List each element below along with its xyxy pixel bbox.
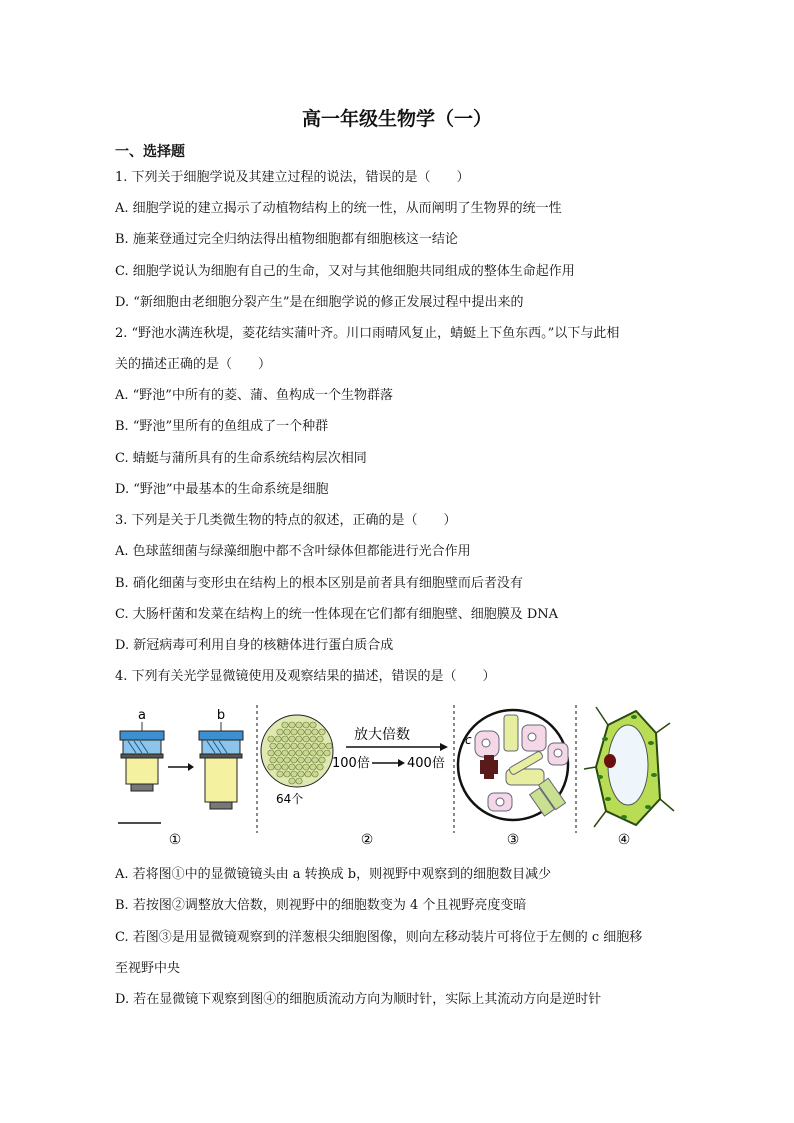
cell-dot	[284, 771, 290, 777]
panel1-label: ①	[168, 832, 182, 848]
q2-option-b: B. “野池”里所有的鱼组成了一个种群	[115, 419, 329, 434]
cell-dot	[303, 764, 309, 770]
panel4-plant-cell	[584, 707, 674, 848]
q3-stem: 3. 下列是关于几类微生物的特点的叙述，正确的是（ ）	[115, 513, 457, 528]
cell-dot	[303, 722, 309, 728]
q2-option-d: D. “野池”中最基本的生命系统是细胞	[115, 482, 329, 497]
label-b: b	[216, 708, 226, 723]
cell-dot	[326, 743, 332, 749]
label-a: a	[138, 708, 146, 723]
cell-dot	[289, 750, 295, 756]
count-64: 64个	[276, 792, 304, 806]
cell-dot	[298, 771, 304, 777]
q3-option-c: C. 大肠杆菌和发菜在结构上的统一性体现在它们都有细胞壁、细胞膜及 DNA	[115, 607, 559, 622]
panel2-label: ②	[360, 832, 374, 848]
panel3-label: ③	[506, 832, 520, 848]
cell-dot	[291, 743, 297, 749]
q4-stem: 4. 下列有关光学显微镜使用及观察结果的描述，错误的是（ ）	[115, 669, 496, 684]
cell-dot	[284, 757, 290, 763]
cell-dot	[305, 757, 311, 763]
cell-dot	[305, 729, 311, 735]
cell-dot	[289, 764, 295, 770]
q3-option-b: B. 硝化细菌与变形虫在结构上的根本区别是前者具有细胞壁而后者没有	[115, 576, 523, 591]
cell-dot	[312, 771, 318, 777]
q2-stem-line2: 关的描述正确的是（ ）	[115, 357, 272, 372]
q4-option-d: D. 若在显微镜下观察到图④的细胞质流动方向为顺时针，实际上其流动方向是逆时针	[115, 992, 602, 1007]
cell-dot	[324, 750, 330, 756]
mag-from: 100倍	[332, 756, 370, 771]
cell-dot	[310, 764, 316, 770]
cell-dot	[277, 757, 283, 763]
cell-dot	[282, 736, 288, 742]
cell-dot	[310, 750, 316, 756]
cell-dot	[319, 729, 325, 735]
cell-dot	[312, 757, 318, 763]
q1-option-b: B. 施莱登通过完全归纳法得出植物细胞都有细胞核这一结论	[115, 232, 458, 247]
q2-option-a: A. “野池”中所有的菱、蒲、鱼构成一个生物群落	[115, 388, 393, 403]
q1-option-c: C. 细胞学说认为细胞有自己的生命，又对与其他细胞共同组成的整体生命起作用	[115, 264, 575, 279]
cell-dot	[298, 757, 304, 763]
q4-option-a: A. 若将图①中的显微镜镜头由 a 转换成 b，则视野中观察到的细胞数目减少	[115, 867, 552, 882]
cell-dot	[268, 750, 274, 756]
cell-dot	[305, 771, 311, 777]
cell-dot	[291, 771, 297, 777]
cell-dot	[268, 736, 274, 742]
section-heading: 一、选择题	[115, 144, 185, 160]
cell-dot	[312, 743, 318, 749]
cell-dot	[270, 757, 276, 763]
cell-dot	[282, 750, 288, 756]
cell-dot	[289, 778, 295, 784]
cell-dot	[303, 750, 309, 756]
panel2-magnification	[261, 715, 448, 848]
q4-option-b: B. 若按图②调整放大倍数，则视野中的细胞数变为 4 个且视野亮度变暗	[115, 898, 527, 913]
cell-dot	[296, 750, 302, 756]
cell-dot	[310, 722, 316, 728]
cell-dot	[284, 729, 290, 735]
cell-dot	[289, 722, 295, 728]
cell-dot	[310, 736, 316, 742]
cell-dot	[275, 750, 281, 756]
cell-dot	[312, 729, 318, 735]
cell-dot	[296, 736, 302, 742]
panel4-label: ④	[617, 832, 631, 848]
cell-dot	[268, 764, 274, 770]
cell-dot	[291, 729, 297, 735]
cell-dot	[298, 743, 304, 749]
q2-stem-line1: 2. “野池水满连秋堤，菱花结实蒲叶齐。川口雨晴风复止，蜻蜓上下鱼东西。”以下与此相	[115, 326, 620, 341]
microscope-figure	[108, 703, 680, 849]
cell-dot	[277, 743, 283, 749]
mag-to: 400倍	[407, 756, 445, 771]
cell-dot	[289, 736, 295, 742]
cell-dot	[296, 764, 302, 770]
cell-dot	[277, 771, 283, 777]
cell-dot	[317, 750, 323, 756]
cell-dot	[317, 736, 323, 742]
cell-dot	[270, 743, 276, 749]
cell-dot	[298, 729, 304, 735]
cell-dot	[275, 764, 281, 770]
mag-title: 放大倍数	[354, 727, 410, 743]
cell-dot	[317, 764, 323, 770]
cell-dot	[296, 778, 302, 784]
cell-dot	[319, 757, 325, 763]
panel1-objectives	[118, 708, 243, 848]
q4-option-c-line2: 至视野中央	[115, 961, 181, 976]
q3-option-a: A. 色球蓝细菌与绿藻细胞中都不含叶绿体但都能进行光合作用	[115, 544, 471, 559]
label-c: c	[465, 733, 472, 747]
cell-dot	[303, 736, 309, 742]
q1-stem: 1. 下列关于细胞学说及其建立过程的说法，错误的是（ ）	[115, 170, 470, 185]
page-title: 高一年级生物学（一）	[301, 108, 492, 130]
q4-option-c-line1: C. 若图③是用显微镜观察到的洋葱根尖细胞图像，则向左移动装片可将位于左侧的 c 细胞移	[115, 930, 643, 945]
q2-option-c: C. 蜻蜓与蒲所具有的生命系统结构层次相同	[115, 451, 367, 466]
cell-dot	[282, 722, 288, 728]
q1-option-a: A. 细胞学说的建立揭示了动植物结构上的统一性，从而阐明了生物界的统一性	[115, 201, 562, 216]
q1-option-d: D. “新细胞由老细胞分裂产生”是在细胞学说的修正发展过程中提出来的	[115, 295, 524, 310]
cell-dot	[319, 743, 325, 749]
cell-dot	[305, 743, 311, 749]
cell-dot	[277, 729, 283, 735]
cell-dot	[282, 764, 288, 770]
cell-dot	[284, 743, 290, 749]
cell-dot	[275, 736, 281, 742]
cell-dot	[296, 722, 302, 728]
panel3-view	[458, 710, 568, 848]
q3-option-d: D. 新冠病毒可利用自身的核糖体进行蛋白质合成	[115, 638, 394, 653]
cell-dot	[291, 757, 297, 763]
